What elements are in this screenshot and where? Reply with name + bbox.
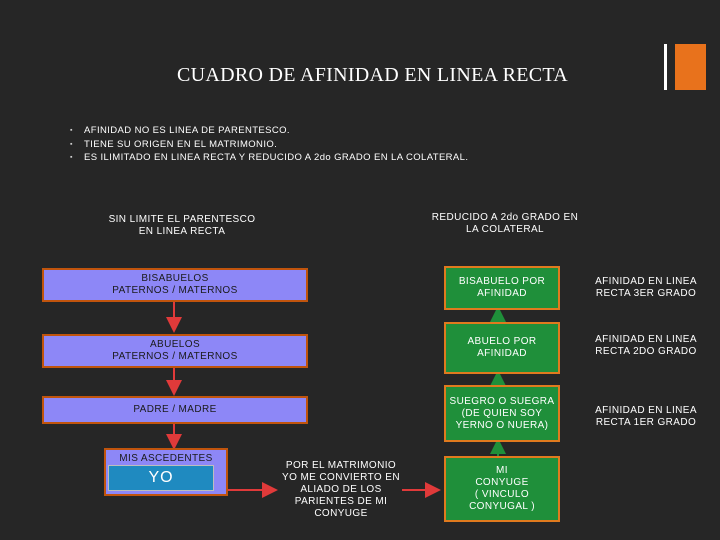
degree-label-first: AFINIDAD EN LINEA RECTA 1ER GRADO — [595, 405, 697, 428]
suegro-box: SUEGRO O SUEGRA (DE QUIEN SOY YERNO O NUERA) — [444, 385, 560, 442]
bisabuelos-box: BISABUELOS PATERNOS / MATERNOS — [42, 268, 308, 302]
bullet-item: ▪ ES ILIMITADO EN LINEA RECTA Y REDUCIDO A 2do GRADO EN LA COLATERAL. — [70, 151, 468, 165]
mis-ascendentes-box: MIS ASCEDENTES — [104, 448, 228, 496]
right-column-heading: REDUCIDO A 2do GRADO EN LA COLATERAL — [431, 212, 579, 235]
bullet-item: ▪ AFINIDAD NO ES LINEA DE PARENTESCO. — [70, 124, 468, 138]
matrimonio-note: POR EL MATRIMONIO YO ME CONVIERTO EN ALIADO DE LOS PARIENTES DE MI CONYUGE — [282, 460, 400, 519]
padre-madre-box: PADRE / MADRE — [42, 396, 308, 424]
abuelo-afinidad-box: ABUELO POR AFINIDAD — [444, 322, 560, 374]
bisabuelo-afinidad-box: BISABUELO POR AFINIDAD — [444, 266, 560, 310]
yo-box: YO — [108, 465, 214, 491]
degree-label-third: AFINIDAD EN LINEA RECTA 3ER GRADO — [595, 276, 697, 299]
conyuge-box: MI CONYUGE ( VINCULO CONYUGAL ) — [444, 456, 560, 522]
degree-label-second: AFINIDAD EN LINEA RECTA 2DO GRADO — [595, 334, 697, 357]
left-column-heading: SIN LIMITE EL PARENTESCO EN LINEA RECTA — [108, 214, 256, 237]
abuelos-box: ABUELOS PATERNOS / MATERNOS — [42, 334, 308, 368]
bullet-item: ▪ TIENE SU ORIGEN EN EL MATRIMONIO. — [70, 138, 468, 152]
page-title: CUADRO DE AFINIDAD EN LINEA RECTA — [176, 64, 569, 86]
